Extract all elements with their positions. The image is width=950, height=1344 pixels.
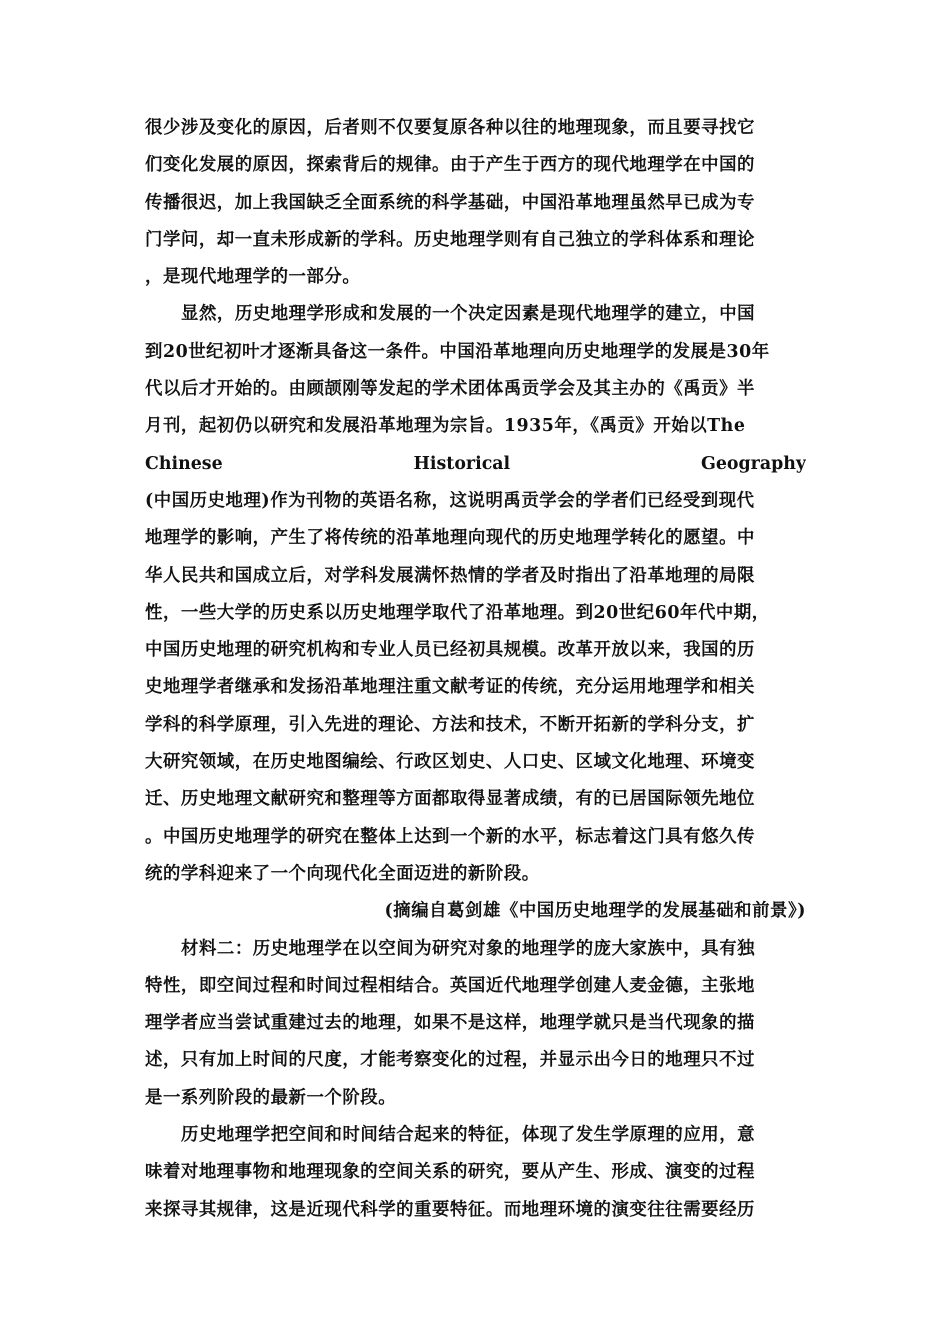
text-line: 来探寻其规律，这是近现代科学的重要特征。而地理环境的演变往往需要经历 xyxy=(145,1199,755,1220)
english-word: Historical xyxy=(413,453,511,474)
text-line: 代以后才开始的。由顾颉刚等发起的学术团体禹贡学会及其主办的《禹贡》半 xyxy=(145,379,755,400)
text-line: 地理学的影响，产生了将传统的沿革地理向现代的历史地理学转化的愿望。中 xyxy=(145,528,755,549)
text-line: 大研究领域，在历史地图编绘、行政区划史、人口史、区域文化地理、环境变 xyxy=(145,752,755,773)
text-line: 中国历史地理的研究机构和专业人员已经初具规模。改革开放以来，我国的历 xyxy=(145,640,755,661)
text-line: 到20世纪初叶才逐渐具备这一条件。中国沿革地理向历史地理学的发展是30年 xyxy=(145,341,770,362)
text-line: 门学问，却一直未形成新的学科。历史地理学则有自己独立的学科体系和理论 xyxy=(145,229,755,250)
text-line: 迁、历史地理文献研究和整理等方面都取得显著成绩，有的已居国际领先地位 xyxy=(145,789,755,810)
text-line: ，是现代地理学的一部分。 xyxy=(145,267,361,288)
text-line: 述，只有加上时间的尺度，才能考察变化的过程，并显示出今日的地理只不过 xyxy=(145,1050,755,1071)
text-line: 学科的科学原理，引入先进的理论、方法和技术，不断开拓新的学科分支，扩 xyxy=(145,714,755,735)
text-line: 理学者应当尝试重建过去的地理，如果不是这样，地理学就只是当代现象的描 xyxy=(145,1013,755,1034)
text-line: (中国历史地理)作为刊物的英语名称，这说明禹贡学会的学者们已经受到现代 xyxy=(145,490,755,511)
paragraph-4 xyxy=(145,1117,806,1229)
text-line: 传播很迟，加上我国缺乏全面系统的科学基础，中国沿革地理虽然早已成为专 xyxy=(145,192,755,213)
text-line: 统的学科迎来了一个向现代化全面迈进的新阶段。 xyxy=(145,863,540,884)
paragraph-1 xyxy=(145,110,806,296)
english-word: Chinese xyxy=(145,453,223,474)
text-line: 华人民共和国成立后，对学科发展满怀热情的学者及时指出了沿革地理的局限 xyxy=(145,565,755,586)
text-line: 月刊，起初仍以研究和发展沿革地理为宗旨。1935年，《禹贡》开始以The xyxy=(145,416,746,437)
text-line: 史地理学者继承和发扬沿革地理注重文献考证的传统，充分运用地理学和相关 xyxy=(145,677,755,698)
english-title-line xyxy=(145,446,806,483)
english-word: Geography xyxy=(700,453,806,474)
citation: (摘编自葛剑雄《中国历史地理学的发展基础和前景》) xyxy=(384,901,806,922)
text-line: 味着对地理事物和地理现象的空间关系的研究，要从产生、形成、演变的过程 xyxy=(145,1162,755,1183)
text-line: 历史地理学把空间和时间结合起来的特征，体现了发生学原理的应用，意 xyxy=(181,1125,756,1146)
document-page xyxy=(145,110,806,1229)
text-line: 显然，历史地理学形成和发展的一个决定因素是现代地理学的建立，中国 xyxy=(181,304,756,325)
text-line: 。中国历史地理学的研究在整体上达到一个新的水平，标志着这门具有悠久传 xyxy=(145,826,755,847)
text-line: 们变化发展的原因，探索背后的规律。由于产生于西方的现代地理学在中国的 xyxy=(145,155,755,176)
text-line: 性，一些大学的历史系以历史地理学取代了沿革地理。到20世纪60年代中期， xyxy=(145,602,770,623)
paragraph-3 xyxy=(145,931,806,1117)
text-line: 是一系列阶段的最新一个阶段。 xyxy=(145,1087,397,1108)
text-line: 很少涉及变化的原因，后者则不仅要复原各种以往的地理现象，而且要寻找它 xyxy=(145,118,755,138)
text-line: 材料二：历史地理学在以空间为研究对象的地理学的庞大家族中，具有独 xyxy=(181,938,756,959)
text-line: 特性，即空间过程和时间过程相结合。英国近代地理学创建人麦金德，主张地 xyxy=(145,975,755,996)
paragraph-2 xyxy=(145,296,806,893)
